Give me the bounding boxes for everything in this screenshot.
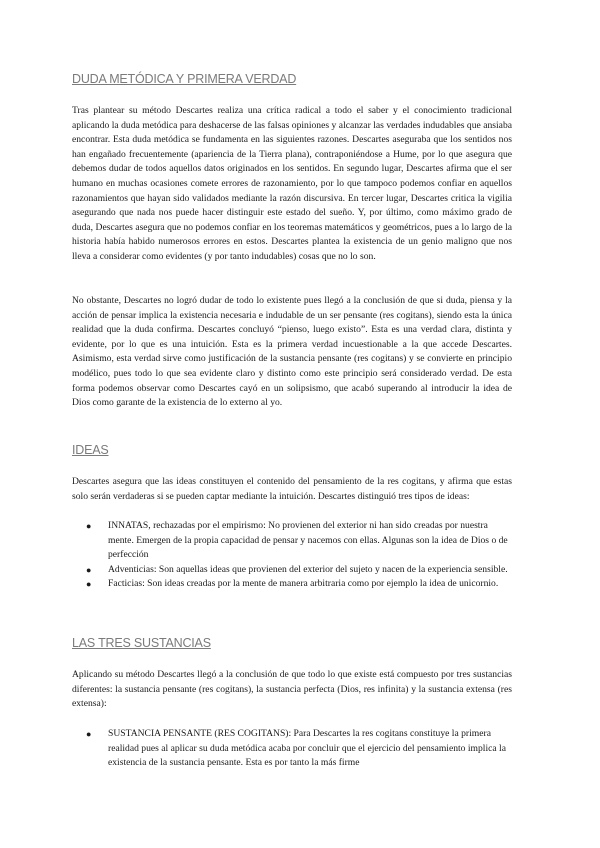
bullet-icon: ● bbox=[86, 579, 92, 590]
section-title-ideas: IDEAS bbox=[72, 443, 109, 457]
paragraph-ideas-intro: Descartes asegura que las ideas constituyen el contenido del pensamiento de la res cogitans, y afirma que estas solo serán verdaderas si se pueden captar mediante la intuición. Descartes distinguió tres tipos de ideas: bbox=[72, 476, 512, 502]
list-item bbox=[72, 577, 512, 592]
list-item bbox=[72, 563, 512, 578]
list-item bbox=[72, 519, 512, 563]
section-title-tres-sustancias: LAS TRES SUSTANCIAS bbox=[72, 636, 211, 650]
list-item-text: INNATAS, rechazadas por el empirismo: No provienen del exterior ni han sido creadas por nuestra mente. Emergen de la propia capacidad de pensar y nacemos con ellas. Algunas son la idea de Dios o de perfección bbox=[108, 520, 508, 561]
bullet-icon: ● bbox=[86, 729, 92, 739]
list-item bbox=[72, 727, 512, 771]
bullet-icon: ● bbox=[86, 521, 92, 531]
ideas-list bbox=[72, 519, 512, 592]
section-title-duda-metodica: DUDA METÓDICA Y PRIMERA VERDAD bbox=[72, 72, 297, 86]
paragraph-primera-verdad: No obstante, Descartes no logró dudar de todo lo existente pues llegó a la conclusión de que si duda, piensa y la acción de pensar implica la existencia necesaria e indudable de un ser pensante (res cogitans), siendo esta la única realidad que la duda confirma. Descartes concluyó “pienso, luego existo”. Esta es una verdad clara, distinta y evidente, por lo que es una intuición. Esta es la primera verdad incuestionable a la que accede Descartes. Asimismo, esta verdad sirve como justificación de la sustancia pensante (res cogitans) y se convierte en principio modélico, pues todo lo que sea evidente claro y distinto como este principio será considerado verdad. De esta forma podemos observar como Descartes cayó en un solipsismo, que acabó superando al introducir la idea de Dios como garante de la existencia de lo externo al yo. bbox=[72, 295, 512, 409]
list-item-text: SUSTANCIA PENSANTE (RES COGITANS): Para Descartes la res cogitans constituye la primera realidad pues al aplicar su duda metódica acaba por concluir que el ejercicio del pensamiento implica la existencia de la sustancia pensante. Esta es por tanto la más firme bbox=[108, 728, 506, 769]
paragraph-sustancias-intro: Aplicando su método Descartes llegó a la conclusión de que todo lo que existe está compuesto por tres sustancias diferentes: la sustancia pensante (res cogitans), la sustancia perfecta (Dios, res infinita) y la sustancia extensa (res extensa): bbox=[72, 669, 512, 710]
list-item-text: Facticias: Son ideas creadas por la mente de manera arbitraria como por ejemplo la idea de unicornio. bbox=[108, 578, 499, 590]
list-item-text: Adventicias: Son aquellas ideas que provienen del exterior del sujeto y nacen de la experiencia sensible. bbox=[108, 563, 508, 575]
paragraph-duda-metodica: Tras plantear su método Descartes realiza una crítica radical a todo el saber y el conocimiento tradicional aplicando la duda metódica para deshacerse de las falsas opiniones y alcanzar las verdades indudables que ansiaba encontrar. Esta duda metódica se fundamenta en las siguientes razones. Descartes aseguraba que los sentidos nos han engañado frecuentemente (apariencia de la Tierra plana), contraponiéndose a Hume, por lo que asegura que debemos dudar de todos aquellos datos originados en los sentidos. En segundo lugar, Descartes afirma que el ser humano en muchas ocasiones comete errores de razonamiento, por lo que tampoco podemos confiar en aquellos razonamientos que hayan sido validados mediante la razón discursiva. En tercer lugar, Descartes critica la vigilia asegurando que nada nos puede hacer distinguir este estado del sueño. Y, por último, como máximo grado de duda, Descartes asegura que no podemos confiar en los teoremas matemáticos y geométricos, pues a lo largo de la historia había habido numerosos errores en estos. Descartes plantea la existencia de un genio maligno que nos lleva a considerar como evidentes (y por tanto indudables) cosas que no lo son. bbox=[72, 105, 512, 262]
bullet-icon: ● bbox=[86, 564, 92, 575]
sustancias-list bbox=[72, 727, 512, 771]
